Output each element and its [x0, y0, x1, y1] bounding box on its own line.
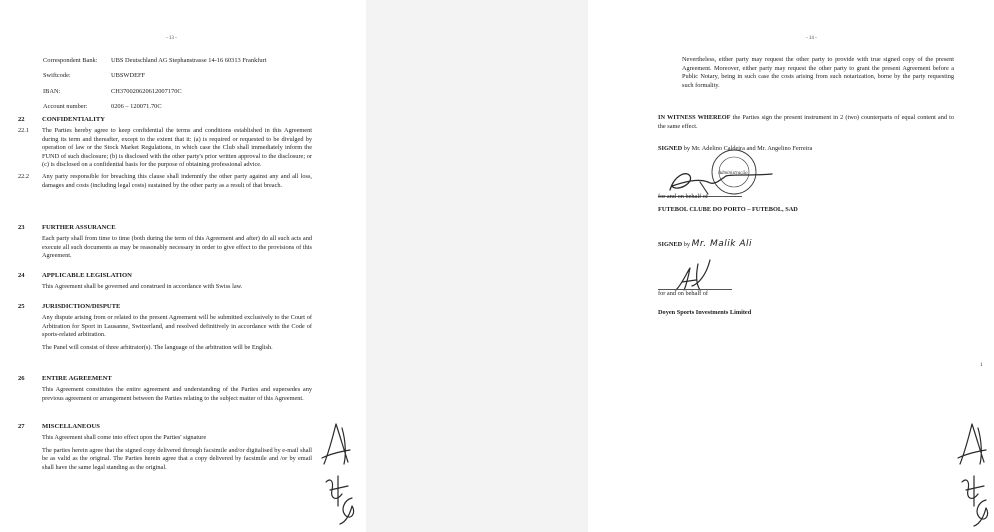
section-heading: 22 CONFIDENTIALITY: [18, 116, 106, 123]
clause-22-1: 22.1 The Parties hereby agree to keep confidential the terms and conditions established in this Agreement during its term and thereafter, except to the extent that it: (a) is required or requested to be divulged by operation of law or the Stock Market Regulations, in which case the Club shall immediately inform the FUND of such disclosure; (b) is disclosed with the other party's prior written approval to the disclosure; or (c) is disclosed on a confidential basis for the purpose of obtaining professional advice.: [18, 127, 312, 169]
handwritten-name: Mr. Malik Ali: [691, 239, 752, 249]
bank-details: [43, 57, 267, 119]
for-on-behalf-porto: for and on behalf of: [658, 193, 709, 200]
party-doyen: Doyen Sports Investments Limited: [658, 309, 752, 316]
stamp-text: Administração: [718, 171, 748, 176]
signed-by-doyen: SIGNED by Mr. Malik Ali: [658, 239, 752, 249]
section-heading: 26 ENTIRE AGREEMENT: [18, 375, 112, 382]
doyen-signature: [668, 254, 738, 294]
page-14: [588, 0, 994, 532]
clause-paragraph: This Agreement constitutes the entire agreement and understanding of the Parties and supersedes any previous agreement or arrangement between the Parties relating to the subject matter of this Agreement.: [42, 386, 312, 402]
section-heading: 23 FURTHER ASSURANCE: [18, 224, 116, 231]
clause-paragraph: This Agreement shall be governed and construed in accordance with Swiss law.: [42, 283, 243, 291]
clause-22-2: 22.2 Any party responsible for breaching this clause shall indemnify the other party against any and all loss, damages and costs (including legal costs) sustained by the other party as a result of that breach.: [18, 173, 312, 189]
bank-row-correspondent: Correspondent Bank: UBS Deutschland AG Stephanstrasse 14-16 60313 Frankfurt: [43, 57, 267, 64]
section-miscellaneous: [18, 423, 312, 476]
section-heading: 24 APPLICABLE LEGISLATION: [18, 272, 132, 279]
signed-by-porto: SIGNED by Mr. Adelino Caldeira and Mr. Angelino Ferreira: [658, 145, 813, 152]
party-porto: FUTEBOL CLUBE DO PORTO – FUTEBOL, SAD: [658, 206, 798, 213]
section-further-assurance: [18, 224, 312, 265]
section-jurisdiction: [18, 303, 312, 356]
section-heading: 25 JURISDICTION/DISPUTE: [18, 303, 121, 310]
page-number: - 13 -: [166, 36, 177, 41]
bank-row-account: Account number: 0206 – 120071.70C: [43, 103, 162, 111]
section-confidentiality: [18, 116, 312, 194]
side-mark: 1: [980, 363, 983, 368]
for-on-behalf-doyen: for and on behalf of: [658, 290, 709, 297]
witness-paragraph: IN WITNESS WHEREOF the Parties sign the present instrument in 2 (two) counterparts of equal content and to the same effect.: [658, 114, 954, 130]
notarization-paragraph: Nevertheless, either party may request the other party to provide with true signed copy of the present Agreement. Moreover, either party may request the other party to grant the present Agreement before a Public Notary, being in such case the costs arising from such notarization, borne by the party requesting such formality.: [682, 56, 954, 89]
initials-signature: [316, 420, 362, 530]
page-13: [0, 0, 366, 532]
clause-paragraph: The Panel will consist of three arbitrator(s). The language of the arbitration will be English.: [42, 343, 273, 351]
bank-row-iban: IBAN: CH370020620612007170C: [43, 87, 182, 95]
clause-paragraph: The parties herein agree that the signed copy delivered through facsimile and/or digitalised by e-mail shall be as valid as the original. The Parties herein agree that a copy delivered by facsimile and /or by email shall have the same legal standing as the original.: [42, 446, 312, 471]
clause-paragraph: Each party shall from time to time (both during the term of this Agreement and after) do all such acts and execute all such documents as may be reasonably necessary in order to give effect to the provisions of this Agreement.: [42, 235, 312, 260]
clause-paragraph: This Agreement shall come into effect upon the Parties' signature: [42, 434, 207, 442]
initials-signature: [954, 420, 994, 530]
bank-row-swift: Swiftcode: UBSWDEFF: [43, 72, 146, 80]
page-number: - 14 -: [806, 36, 817, 41]
clause-paragraph: Any dispute arising from or related to the present Agreement will be submitted exclusively to the Court of Arbitration for Sport in Lausanne, Switzerland, and resolved definitively in accordance with the Code of sports-related arbitration.: [42, 314, 312, 339]
section-entire-agreement: [18, 375, 312, 407]
section-heading: 27 MISCELLANEOUS: [18, 423, 100, 430]
section-applicable-legislation: [18, 272, 312, 296]
